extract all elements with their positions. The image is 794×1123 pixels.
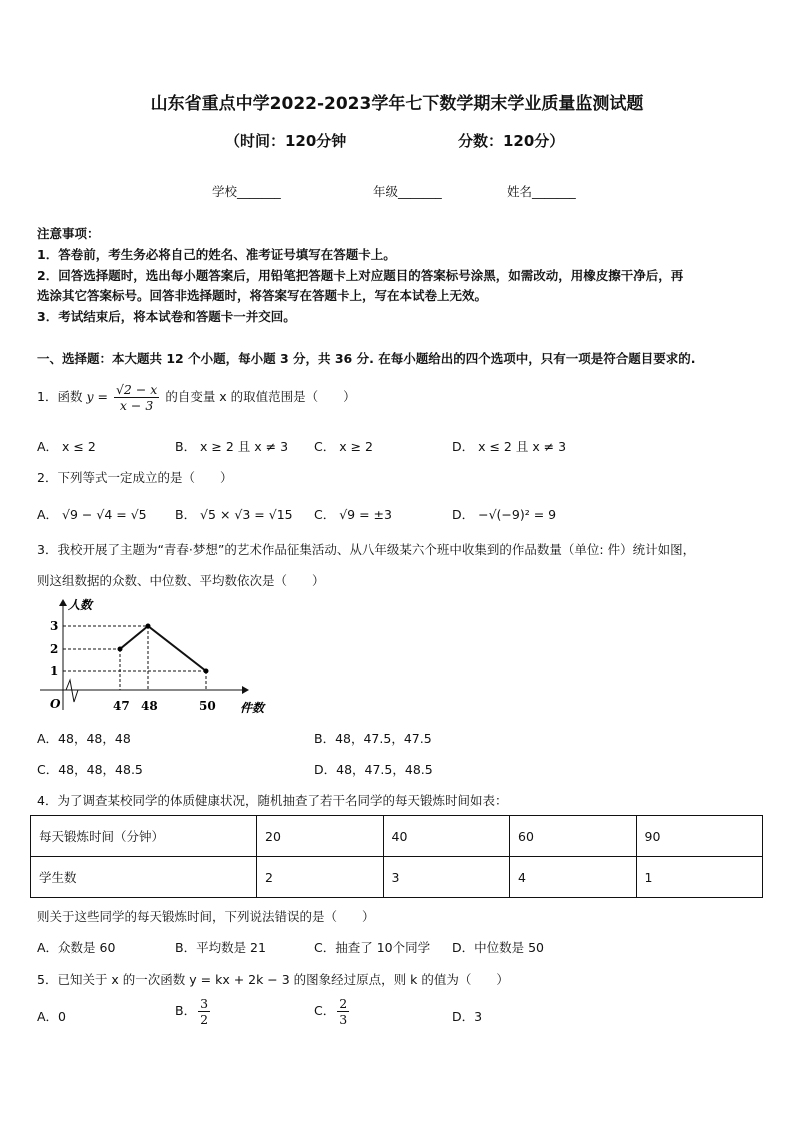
q5-option-c[interactable]: [314, 996, 351, 1027]
q1-option-c[interactable]: C． x ≥ 2: [314, 439, 373, 454]
y-tick: 3: [50, 619, 59, 633]
q1-option-a[interactable]: A． x ≤ 2: [37, 439, 96, 454]
table-row: [31, 857, 763, 898]
q3-option-c[interactable]: C．48，48，48.5: [37, 762, 143, 777]
x-tick: 50: [199, 699, 216, 713]
q1-numerator: √2 − x: [115, 382, 158, 397]
q3-option-b[interactable]: B．48，47.5，47.5: [314, 731, 432, 746]
q1-denominator: x − 3: [119, 398, 154, 413]
fraction: [198, 996, 210, 1027]
q1-option-d[interactable]: D． x ≤ 2 且 x ≠ 3: [452, 439, 567, 454]
y-tick: 2: [50, 642, 59, 656]
q5-option-a[interactable]: A．0: [37, 1009, 67, 1024]
numerator: 3: [200, 996, 209, 1011]
guide-lines: [63, 626, 206, 690]
question-3-cont: 则这组数据的众数、中位数、平均数依次是（ ）: [37, 573, 325, 588]
question-3: 3．我校开展了主题为“青春·梦想”的艺术作品征集活动、从八年级某六个班中收集到的作品数量（单位: 件）统计如图，: [37, 542, 696, 557]
notes-heading: 注意事项：: [37, 226, 100, 241]
x-tick: 48: [141, 699, 158, 713]
y-axis-label: 人数: [68, 598, 93, 612]
q2-option-d[interactable]: D． −√(−9)² = 9: [452, 507, 557, 522]
q1-fraction: [114, 382, 159, 413]
question-5: 5．已知关于 x 的一次函数 y = kx + 2k − 3 的图象经过原点，则 k 的值为（ ）: [37, 972, 509, 987]
note-item: 2．回答选择题时，选出每小题答案后，用铅笔把答题卡上对应题目的答案标号涂黑，如需改动，用橡皮擦干净后，再: [37, 268, 684, 283]
data-point: [204, 669, 209, 674]
q5-option-b[interactable]: [175, 996, 212, 1027]
q1-option-b[interactable]: B． x ≥ 2 且 x ≠ 3: [175, 439, 289, 454]
q3-option-d[interactable]: D．48，47.5，48.5: [314, 762, 433, 777]
q4-option-d[interactable]: D．中位数是 50: [452, 940, 545, 955]
x-axis-label: 件数: [240, 701, 265, 715]
question-4: 4．为了调查某校同学的体质健康状况，随机抽查了若干名同学的每天锻炼时间如表：: [37, 793, 508, 808]
table-cell: 4: [510, 857, 637, 898]
table-cell: 学生数: [31, 857, 257, 898]
option-label: B．: [175, 1003, 197, 1018]
q1-y: y =: [86, 389, 108, 404]
q2-option-c[interactable]: C． √9 = ±3: [314, 507, 392, 522]
q5-option-d[interactable]: D．3: [452, 1009, 483, 1024]
grade-field[interactable]: 年级_______: [373, 184, 442, 199]
table-cell: 20: [257, 816, 384, 857]
note-item: 3．考试结束后，将本试卷和答题卡一并交回。: [37, 309, 296, 324]
question-2: 2．下列等式一定成立的是（ ）: [37, 470, 233, 485]
denominator: 3: [339, 1012, 348, 1027]
school-field[interactable]: 学校_______: [212, 184, 281, 199]
table-cell: 2: [257, 857, 384, 898]
data-point: [146, 624, 151, 629]
table-cell: 1: [636, 857, 763, 898]
q2-option-b[interactable]: B． √5 × √3 = √15: [175, 507, 293, 522]
q2-option-a[interactable]: A． √9 − √4 = √5: [37, 507, 147, 522]
table-cell: 40: [383, 816, 510, 857]
data-point: [118, 647, 123, 652]
q3-option-a[interactable]: A．48，48，48: [37, 731, 131, 746]
y-tick: 1: [50, 664, 59, 678]
q4-option-a[interactable]: A．众数是 60: [37, 940, 116, 955]
fraction: [337, 996, 349, 1027]
question-4-cont: 则关于这些同学的每天锻炼时间，下列说法错误的是（ ）: [37, 909, 375, 924]
denominator: 2: [200, 1012, 209, 1027]
section-heading: 一、选择题：本大题共 12 个小题，每小题 3 分，共 36 分. 在每小题给出的四个选项中，只有一项是符合题目要求的.: [37, 351, 696, 366]
q4-option-b[interactable]: B．平均数是 21: [175, 940, 266, 955]
table-row: [31, 816, 763, 857]
q1-prefix: 1．函数: [37, 389, 83, 404]
exam-score: 分数：120分）: [458, 132, 565, 150]
data-line: [120, 626, 206, 671]
exam-time: （时间：120分钟: [225, 132, 347, 150]
q1-text: 的自变量 x 的取值范围是（ ）: [165, 389, 356, 404]
exam-title: 山东省重点中学2022-2023学年七下数学期末学业质量监测试题: [150, 94, 644, 114]
name-field[interactable]: 姓名_______: [507, 184, 576, 199]
axis-break: [66, 680, 78, 702]
numerator: 2: [339, 996, 348, 1011]
x-tick: 47: [113, 699, 130, 713]
q4-option-c[interactable]: C．抽查了 10个同学: [314, 940, 431, 955]
table-cell: 3: [383, 857, 510, 898]
q3-line-graph: [30, 592, 280, 722]
table-cell: 90: [636, 816, 763, 857]
option-label: C．: [314, 1003, 336, 1018]
origin-label: O: [50, 697, 61, 711]
note-item: 选涂其它答案标号。回答非选择题时，将答案写在答题卡上，写在本试卷上无效。: [37, 288, 488, 303]
q4-table: [30, 815, 763, 898]
question-1: [37, 382, 356, 413]
table-cell: 60: [510, 816, 637, 857]
table-cell: 每天锻炼时间（分钟）: [31, 816, 257, 857]
note-item: 1．答卷前，考生务必将自己的姓名、准考证号填写在答题卡上。: [37, 247, 396, 262]
